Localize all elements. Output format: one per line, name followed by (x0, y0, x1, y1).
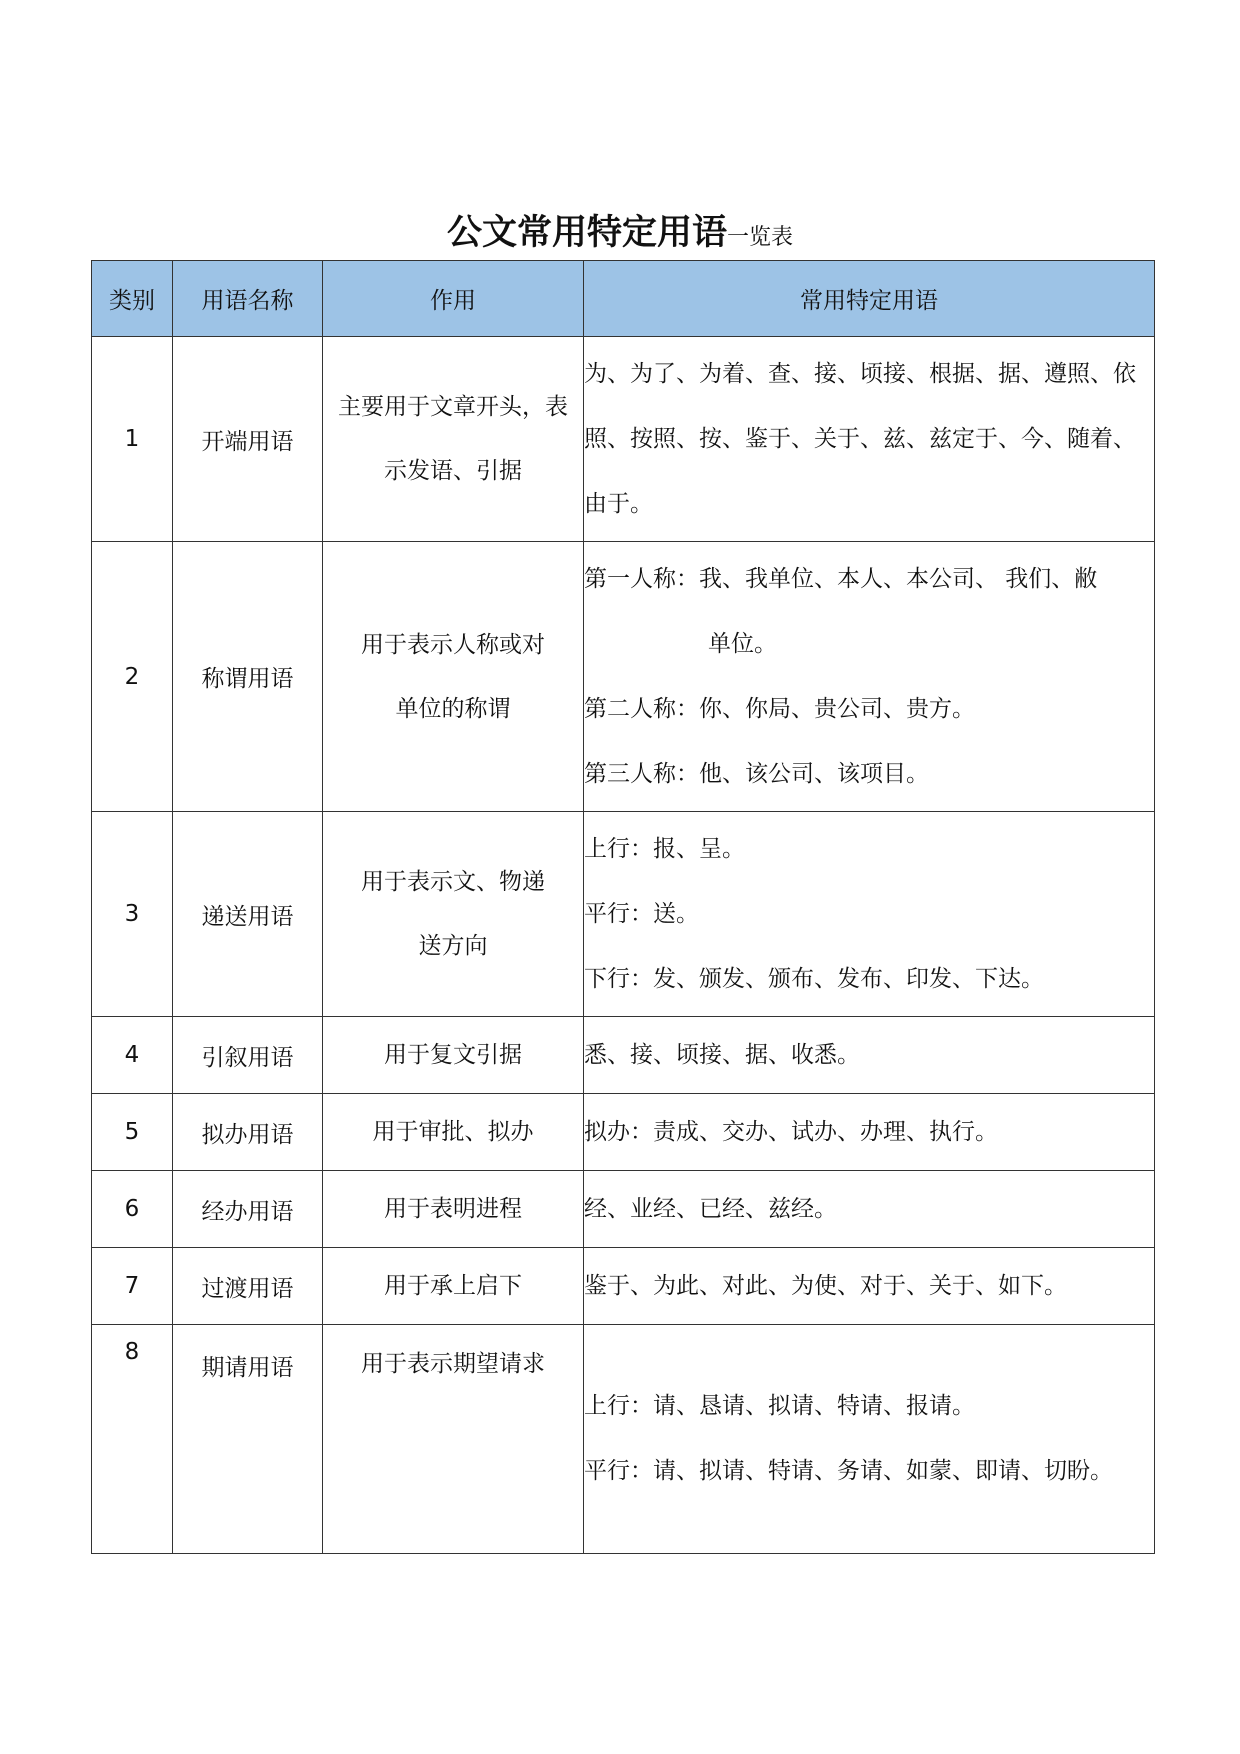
row-term-name: 递送用语 (173, 812, 323, 1017)
header-purpose: 作用 (323, 261, 584, 337)
row-purpose (323, 1017, 584, 1094)
table-header (92, 261, 1155, 337)
title-main: 公文常用特定用语 (446, 213, 727, 253)
row-number: 8 (92, 1325, 173, 1554)
title-sub: 一览表 (727, 225, 794, 250)
row-common-terms (584, 1094, 1155, 1171)
row-number: 1 (92, 337, 173, 542)
terms-line: 第二人称：你、你局、贵公司、贵方。 (584, 695, 975, 722)
row-purpose (323, 1248, 584, 1325)
row-term-name: 过渡用语 (173, 1248, 323, 1325)
header-common-terms: 常用特定用语 (584, 261, 1155, 337)
row-number: 3 (92, 812, 173, 1017)
purpose-line: 用于表示期望请求 (361, 1351, 545, 1377)
table-row (92, 1248, 1155, 1325)
row-purpose (323, 812, 584, 1017)
row-purpose (323, 1325, 584, 1554)
purpose-line: 用于审批、拟办 (372, 1119, 534, 1145)
terms-line: 鉴于、为此、对此、为使、对于、关于、如下。 (584, 1272, 1067, 1299)
table-row (92, 1094, 1155, 1171)
terms-line: 第三人称：他、该公司、该项目。 (584, 760, 929, 787)
row-purpose (323, 337, 584, 542)
row-number: 4 (92, 1017, 173, 1094)
table-row (92, 337, 1155, 542)
row-common-terms (584, 1171, 1155, 1248)
row-number: 2 (92, 542, 173, 812)
purpose-line: 用于表示文、物递 (361, 869, 545, 895)
terms-line: 单位。 (708, 630, 777, 657)
row-common-terms (584, 337, 1155, 542)
terms-line: 拟办：责成、交办、试办、办理、执行。 (584, 1118, 998, 1145)
row-term-name: 引叙用语 (173, 1017, 323, 1094)
terms-line: 为、为了、为着、查、接、顷接、根据、据、遵照、依照、按照、按、鉴于、关于、兹、兹定于、今、随着、由于。 (584, 360, 1136, 517)
row-common-terms (584, 1248, 1155, 1325)
purpose-line: 送方向 (418, 933, 488, 959)
header-term-name: 用语名称 (173, 261, 323, 337)
purpose-line: 用于表明进程 (384, 1196, 522, 1222)
row-common-terms (584, 812, 1155, 1017)
terms-line: 上行：请、恳请、拟请、特请、报请。 (584, 1393, 975, 1419)
purpose-line: 示发语、引据 (384, 458, 522, 484)
table-row (92, 812, 1155, 1017)
table-row (92, 1325, 1155, 1554)
row-common-terms (584, 542, 1155, 812)
purpose-line: 用于复文引据 (384, 1042, 522, 1068)
terms-line: 上行：报、呈。 (584, 835, 745, 862)
row-purpose (323, 542, 584, 812)
table-row (92, 1017, 1155, 1094)
purpose-line: 用于承上启下 (384, 1273, 522, 1299)
row-number: 5 (92, 1094, 173, 1171)
terms-table (91, 260, 1155, 1554)
row-term-name: 开端用语 (173, 337, 323, 542)
purpose-line: 单位的称谓 (395, 695, 511, 722)
row-number: 7 (92, 1248, 173, 1325)
table-body (92, 337, 1155, 1554)
terms-line: 悉、接、顷接、据、收悉。 (584, 1041, 860, 1068)
table-row (92, 1171, 1155, 1248)
purpose-line: 主要用于文章开头，表 (338, 394, 568, 420)
purpose-line: 用于表示人称或对 (361, 631, 545, 658)
terms-line: 第一人称：我、我单位、本人、本公司、 我们、敝 (584, 565, 1098, 592)
terms-line: 平行：请、拟请、特请、务请、如蒙、即请、切盼。 (584, 1458, 1113, 1484)
table-row (92, 542, 1155, 812)
row-purpose (323, 1171, 584, 1248)
row-purpose (323, 1094, 584, 1171)
row-number: 6 (92, 1171, 173, 1248)
document-title (0, 205, 1240, 255)
row-term-name: 期请用语 (173, 1325, 323, 1554)
terms-line: 经、业经、已经、兹经。 (584, 1195, 837, 1222)
terms-line: 平行：送。 (584, 900, 699, 927)
row-common-terms (584, 1017, 1155, 1094)
header-row (92, 261, 1155, 337)
terms-line: 下行：发、颁发、颁布、发布、印发、下达。 (584, 965, 1044, 992)
header-category: 类别 (92, 261, 173, 337)
row-term-name: 称谓用语 (173, 542, 323, 812)
row-common-terms (584, 1325, 1155, 1554)
row-term-name: 经办用语 (173, 1171, 323, 1248)
row-term-name: 拟办用语 (173, 1094, 323, 1171)
